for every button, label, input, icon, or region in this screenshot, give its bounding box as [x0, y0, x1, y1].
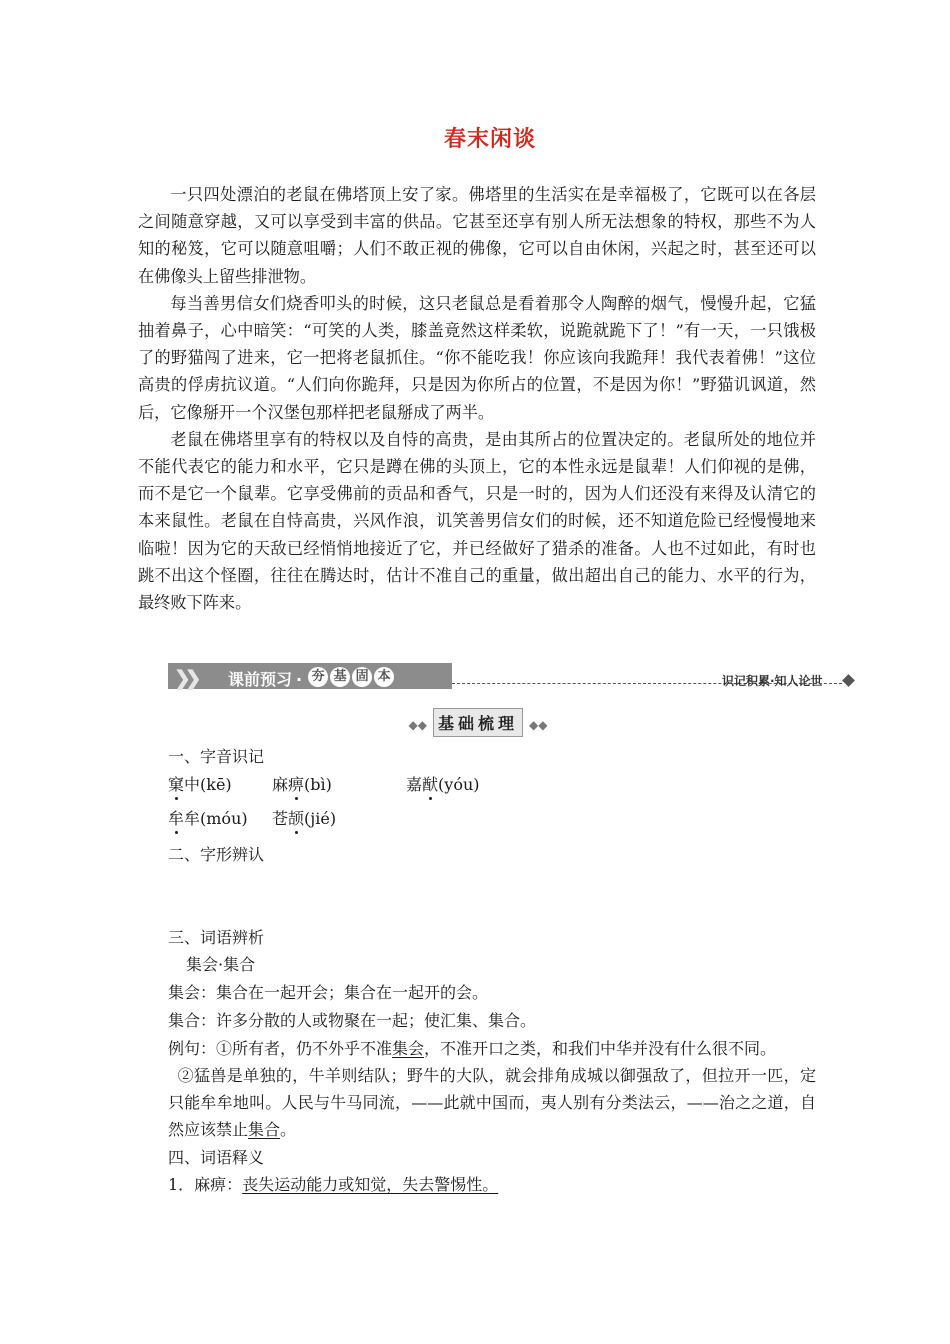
diamond-right-icon: ◆◆ [529, 718, 548, 732]
pinyin-item: 嘉猷(yóu) [406, 772, 480, 795]
definition-1: 集会：集合在一起开会；集合在一起开的会。 [168, 983, 489, 1002]
dotted-char: 窠 [168, 772, 184, 795]
paragraph-3: 老鼠在佛塔里享有的特权以及自恃的高贵，是由其所占的位置决定的。老鼠所处的地位并不能代表它的能力和水平，它只是蹲在佛的头顶上，它的本性永远是鼠辈！人们仰视的是佛，而不是它一个鼠辈。它享受佛前的贡品和香气，只是一时的，因为人们还没有来得及认清它的本来鼠性。老鼠在自恃高贵，兴风作浪，讥笑善男信女们的时候，还不知道危险已经慢慢地来临啦！因为它的天敌已经悄悄地接近了它，并已经做好了猎杀的准备。人也不过如此，有时也跳不出这个怪圈，往往在腾达时，估计不准自己的重量，做出超出自己的能力、水平的行为，最终败下阵来。 [138, 429, 816, 613]
example-2: ②猛兽是单独的，牛羊则结队；野牛的大队，就会排角成城以御强敌了，但拉开一匹，定只能牟牟地叫。人民与牛马同流，——此就中国而，夷人别有分类法云，——治之之道，自然应该禁止集合。 [168, 1066, 816, 1139]
section-3-heading: 三、词语辨析 [168, 928, 265, 947]
banner-char-1: 夯 [308, 667, 328, 687]
section-4-heading: 四、词语释义 [168, 1148, 265, 1167]
paragraph-1: 一只四处漂泊的老鼠在佛塔顶上安了家。佛塔里的生活实在是幸福极了，它既可以在各层之间随意穿越，又可以享受到丰富的供品。它甚至还享有别人所无法想象的特权，那些不为人知的秘笈，它可以随意咀嚼；人们不敢正视的佛像，它可以自由休闲，兴起之时，甚至还可以在佛像头上留些排泄物。 [138, 185, 816, 286]
definition-2: 集合：许多分散的人或物聚在一起；使汇集、集合。 [168, 1011, 537, 1030]
subheading [378, 708, 578, 734]
section-1-heading: 一、字音识记 [168, 747, 265, 766]
underlined-word: 集会 [392, 1039, 425, 1058]
diamond-icon [842, 674, 855, 687]
banner-char-4: 本 [374, 667, 394, 687]
banner-main-label: 课前预习 [228, 670, 293, 689]
dotted-char: 牟 [168, 806, 184, 829]
banner-title [228, 667, 394, 690]
pinyin-item: 麻痹(bì) [272, 772, 332, 795]
dotted-char: 痹 [288, 772, 304, 795]
word-pair: 集会·集合 [186, 955, 256, 974]
definition-item: 1．麻痹：丧失运动能力或知觉，失去警惕性。 [168, 1175, 499, 1194]
paragraph-2: 每当善男信女们烧香叩头的时候，这只老鼠总是看着那令人陶醉的烟气，慢慢升起，它猛抽着鼻子，心中暗笑：“可笑的人类，膝盖竟然这样柔软，说跪就跪下了！”有一天，一只饿极了的野猫闯了进来，它一把将老鼠抓住。“你不能吃我！你应该向我跪拜！我代表着佛！”这位高贵的俘虏抗议道。“人们向你跪拜，只是因为你所占的位置，不是因为你！”野猫讥讽道，然后，它像掰开一个汉堡包那样把老鼠掰成了两半。 [138, 293, 816, 422]
banner-right-label: 识记积累·知人论世 [722, 674, 823, 688]
article-body [138, 181, 816, 616]
banner-char-2: 基 [330, 667, 350, 687]
pinyin-item: 牟牟(móu) [168, 806, 248, 829]
section-2-heading: 二、字形辨认 [168, 845, 265, 864]
page-title: 春末闲谈 [443, 126, 536, 152]
banner-dot: · [296, 670, 303, 689]
section-banner [168, 663, 858, 691]
banner-char-3: 固 [352, 667, 372, 687]
pinyin-item: 苍颉(jié) [272, 806, 336, 829]
example-1: 例句：①所有者，仍不外乎不准集会，不准开口之类，和我们中华并没有什么很不同。 [168, 1039, 777, 1058]
pinyin-item: 窠中(kē) [168, 772, 232, 795]
chevron-right-icon: ❯❯ [174, 666, 196, 690]
dotted-char: 颉 [288, 806, 304, 829]
answer-underline: 丧失运动能力或知觉，失去警惕性。 [242, 1175, 499, 1194]
underlined-word: 集合 [248, 1120, 281, 1139]
diamond-left-icon: ◆◆ [408, 718, 427, 732]
subheading-label: 基础梳理 [433, 708, 523, 737]
dotted-char: 猷 [422, 772, 438, 795]
